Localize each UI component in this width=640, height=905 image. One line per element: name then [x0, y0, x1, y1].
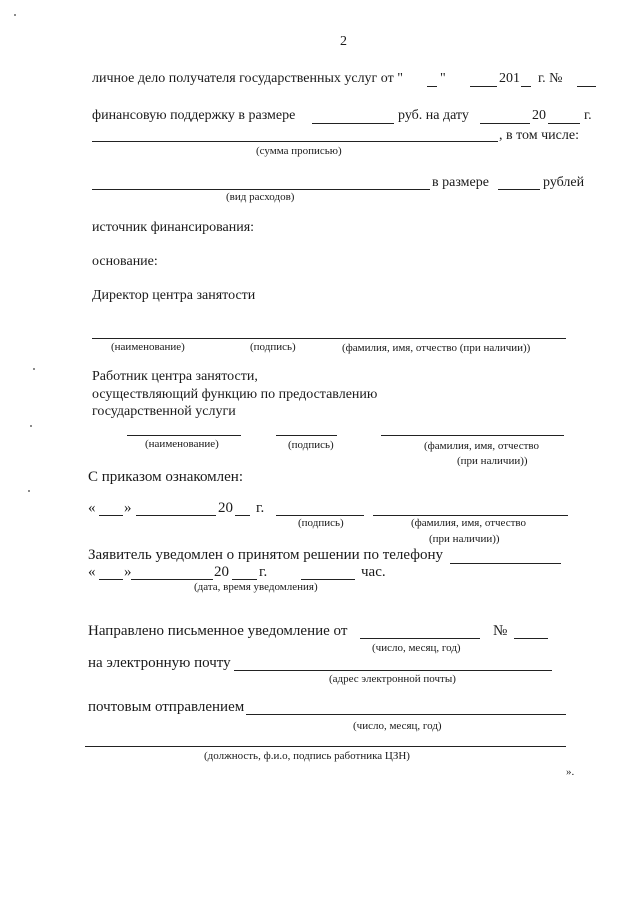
director-title: Директор центра занятости	[92, 288, 256, 303]
support-currency: руб. на дату	[398, 108, 469, 123]
notified-hour-label: час.	[361, 564, 386, 580]
written-number-sign: №	[493, 623, 508, 639]
written-official-caption: (должность, ф.и.о, подпись работника ЦЗН)	[204, 750, 410, 762]
worker-full-name-caption-line2: (при наличии))	[457, 455, 528, 467]
director-signature-line[interactable]	[92, 338, 566, 339]
worker-signature-caption: (подпись)	[288, 439, 334, 451]
order-month-line[interactable]	[136, 515, 216, 516]
support-year-prefix: 20	[532, 108, 546, 123]
support-amount-line[interactable]	[312, 123, 394, 124]
worker-title-line2: осуществляющий функцию по предоставлению	[92, 387, 378, 402]
written-post-line[interactable]	[246, 714, 566, 715]
order-year-line[interactable]	[235, 515, 250, 516]
written-post-label: почтовым отправлением	[88, 699, 245, 715]
case-number-line[interactable]	[577, 86, 596, 87]
order-signature-line[interactable]	[276, 515, 364, 516]
notified-label: Заявитель уведомлен о принятом решении по телефону	[88, 547, 443, 563]
order-year-prefix: 20	[218, 500, 233, 516]
notified-open-quote: «	[88, 564, 96, 580]
expense-amount-label: в размере	[432, 175, 489, 190]
director-name-caption: (наименование)	[111, 341, 185, 353]
notified-close-quote: »	[124, 564, 132, 580]
support-year-line[interactable]	[548, 123, 580, 124]
worker-name-caption: (наименование)	[145, 438, 219, 450]
written-label: Направлено письменное уведомление от	[88, 623, 348, 639]
expense-currency: рублей	[543, 175, 585, 190]
notified-month-line[interactable]	[131, 579, 213, 580]
case-year-prefix: 201	[499, 71, 520, 86]
case-quote-close: "	[440, 71, 446, 86]
order-full-name-line[interactable]	[373, 515, 568, 516]
page-number: 2	[340, 34, 347, 49]
order-full-name-caption-line1: (фамилия, имя, отчество	[411, 517, 527, 529]
case-label: личное дело получателя государственных услуг от "	[92, 71, 403, 86]
basis-label: основание:	[92, 254, 158, 269]
notified-year-prefix: 20	[214, 564, 229, 580]
order-title: С приказом ознакомлен:	[88, 469, 244, 485]
written-email-line[interactable]	[234, 670, 552, 671]
written-email-caption: (адрес электронной почты)	[329, 673, 456, 685]
scan-speck	[28, 490, 30, 492]
closing-mark: ».	[566, 766, 575, 778]
notified-datetime-caption: (дата, время уведомления)	[194, 581, 318, 593]
support-date-line[interactable]	[480, 123, 530, 124]
written-post-caption: (число, месяц, год)	[353, 720, 442, 732]
written-email-label: на электронную почту	[88, 655, 231, 671]
expense-amount-line[interactable]	[498, 189, 540, 190]
worker-signature-line[interactable]	[276, 435, 337, 436]
director-signature-caption: (подпись)	[250, 341, 296, 353]
order-full-name-caption-line2: (при наличии))	[429, 533, 500, 545]
support-year-suffix: г.	[584, 108, 592, 123]
written-date-caption: (число, месяц, год)	[372, 642, 461, 654]
notified-year-suffix: г.	[259, 564, 268, 580]
worker-name-line[interactable]	[127, 435, 241, 436]
scan-speck	[30, 425, 32, 427]
worker-title-line3: государственной услуги	[92, 404, 236, 419]
written-number-line[interactable]	[514, 638, 548, 639]
support-label: финансовую поддержку в размере	[92, 108, 296, 123]
worker-full-name-line[interactable]	[381, 435, 564, 436]
case-month-line[interactable]	[470, 86, 497, 87]
notified-hour-line[interactable]	[301, 579, 355, 580]
case-year-line[interactable]	[521, 86, 531, 87]
worker-full-name-caption-line1: (фамилия, имя, отчество	[424, 440, 540, 452]
notified-year-line[interactable]	[232, 579, 257, 580]
case-day-line[interactable]	[427, 86, 437, 87]
order-day-line[interactable]	[99, 515, 123, 516]
case-number-label: г. №	[538, 71, 563, 86]
order-year-suffix: г.	[256, 500, 265, 516]
director-full-name-caption: (фамилия, имя, отчество (при наличии))	[342, 342, 531, 354]
order-close-quote: »	[124, 500, 132, 516]
notified-day-line[interactable]	[99, 579, 123, 580]
support-including: , в том числе:	[499, 128, 579, 143]
support-amount-words-line[interactable]	[92, 141, 498, 142]
written-official-line[interactable]	[85, 746, 566, 747]
scan-speck	[33, 368, 35, 370]
support-amount-words-caption: (сумма прописью)	[256, 145, 342, 157]
scan-speck	[14, 14, 16, 16]
expense-type-caption: (вид расходов)	[226, 191, 295, 203]
expense-type-line[interactable]	[92, 189, 430, 190]
worker-title-line1: Работник центра занятости,	[92, 369, 258, 384]
order-open-quote: «	[88, 500, 96, 516]
notified-phone-line[interactable]	[450, 563, 561, 564]
written-date-line[interactable]	[360, 638, 480, 639]
order-signature-caption: (подпись)	[298, 517, 344, 529]
funding-source-label: источник финансирования:	[92, 220, 255, 235]
